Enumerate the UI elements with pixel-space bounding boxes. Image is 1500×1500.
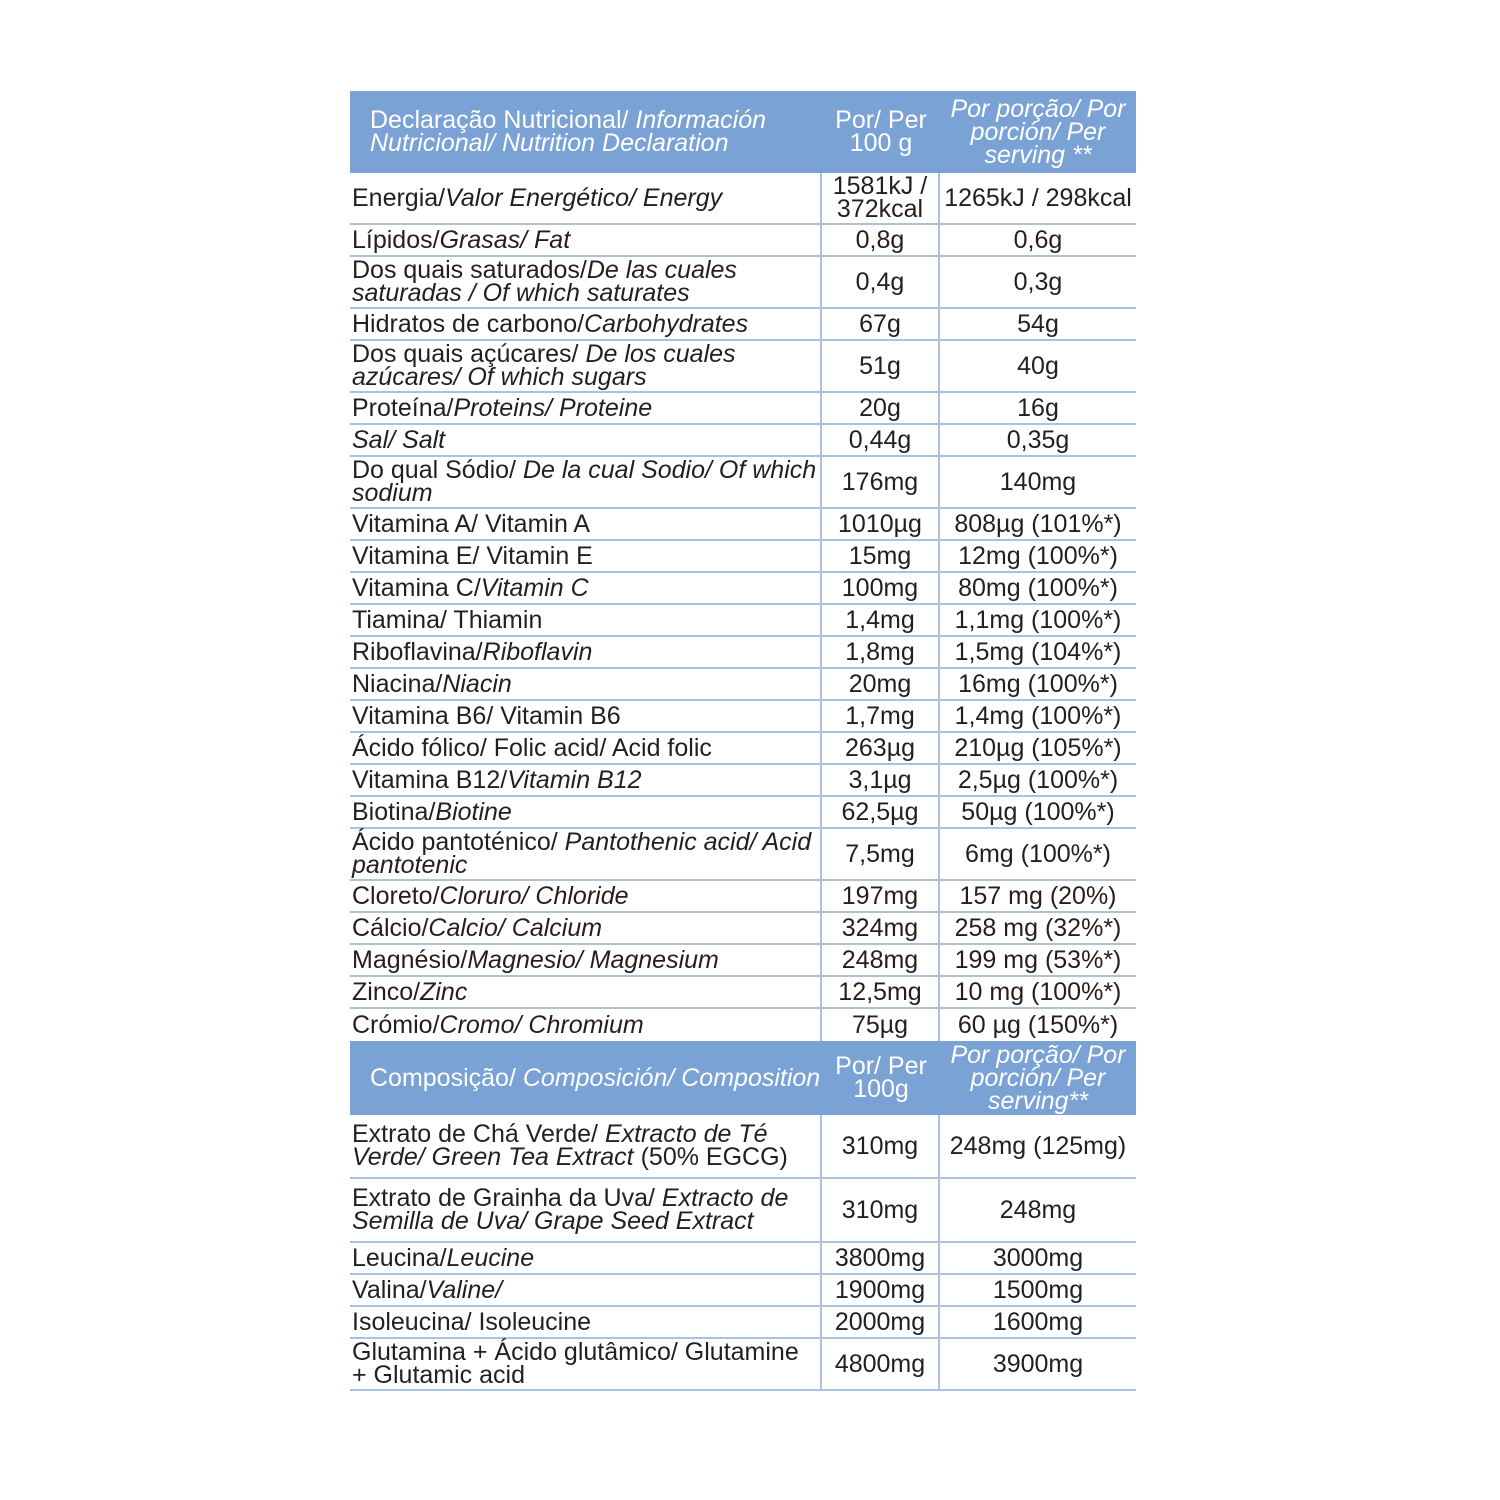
nutrient-label: Sal/ Salt [350,425,822,455]
value-per100: 15mg [822,541,940,571]
value-perserving: 258 mg (32%*) [954,913,1122,942]
nutrient-label: Vitamina E/ Vitamin E [350,541,822,571]
value-per100: 310mg [822,1115,940,1177]
value-perserving: 248mg [999,1195,1077,1224]
nutrient-label: Vitamina A/ Vitamin A [350,509,822,539]
value-per100: 2000mg [822,1307,940,1337]
nutrient-label: Extrato de Chá Verde/ Extracto de Té Verde/ Green Tea Extract (50% EGCG) [350,1115,822,1177]
nutrient-label: Energia/ Valor Energético/ Energy [350,173,822,223]
value-perserving: 54g [1017,309,1059,338]
nutrition-row-vitamin-b12 [350,765,1136,797]
nutrition-header-title: Declaração Nutricional/ Información Nutricional/ Nutrition Declaration [370,106,767,157]
composition-row-valine [350,1275,1136,1307]
value-perserving: 1,1mg (100%*) [954,605,1122,634]
value-perserving: 40g [1017,351,1059,380]
value-perserving: 0,3g [1013,267,1063,296]
nutrition-row-magnesium [350,945,1136,977]
value-per100: 3800mg [822,1243,940,1273]
nutrition-row-energy [350,173,1136,225]
nutrient-label: Crómio/ Cromo/ Chromium [350,1009,822,1041]
value-per100: 62,5µg [822,797,940,827]
nutrition-row-sugars [350,341,1136,393]
nutrition-row-vitamin-c [350,573,1136,605]
value-perserving: 210µg (105%*) [954,733,1122,762]
value-per100: 324mg [822,913,940,943]
value-perserving: 16mg (100%*) [958,669,1118,698]
value-perserving: 157 mg (20%) [959,881,1117,910]
nutrient-label: Niacina/ Niacin [350,669,822,699]
value-perserving: 140mg [999,467,1077,496]
nutrition-row-riboflavin [350,637,1136,669]
composition-row-leucine [350,1243,1136,1275]
nutrient-label: Magnésio/ Magnesio/ Magnesium [350,945,822,975]
nutrient-label: Dos quais açúcares/ De los cuales azúcares/ Of which sugars [350,341,822,391]
nutrition-row-salt [350,425,1136,457]
value-perserving: 3900mg [992,1349,1084,1378]
nutrition-header-per100: Por/ Per 100 g [835,106,927,157]
value-per100: 7,5mg [822,829,940,879]
value-perserving: 1,4mg (100%*) [954,701,1122,730]
composition-row-green-tea [350,1115,1136,1179]
nutrient-label: Extrato de Grainha da Uva/ Extracto de Semilla de Uva/ Grape Seed Extract [350,1179,822,1241]
value-perserving: 0,35g [1006,425,1070,454]
nutrition-row-pantothenic-acid [350,829,1136,881]
nutrient-label: Isoleucina/ Isoleucine [350,1307,822,1337]
nutrition-row-folic-acid [350,733,1136,765]
value-per100: 197mg [822,881,940,911]
nutrition-row-sodium [350,457,1136,509]
nutrition-row-carbohydrates [350,309,1136,341]
nutrition-row-chloride [350,881,1136,913]
value-perserving: 199 mg (53%*) [954,945,1122,974]
nutrition-row-saturates [350,257,1136,309]
nutrient-label: Riboflavina/ Riboflavin [350,637,822,667]
composition-row-grape-seed [350,1179,1136,1243]
value-per100: 176mg [822,457,940,507]
value-per100: 67g [822,309,940,339]
value-per100: 4800mg [822,1339,940,1389]
value-perserving: 80mg (100%*) [958,573,1118,602]
nutrient-label: Ácido fólico/ Folic acid/ Acid folic [350,733,822,763]
nutrition-row-calcium [350,913,1136,945]
value-per100: 12,5mg [822,977,940,1007]
nutrition-row-thiamin [350,605,1136,637]
value-per100: 1,4mg [822,605,940,635]
nutrition-row-vitamin-b6 [350,701,1136,733]
composition-header-title: Composição/ Composición/ Composition [370,1063,821,1092]
value-per100: 248mg [822,945,940,975]
value-per100: 0,44g [822,425,940,455]
value-per100: 51g [822,341,940,391]
nutrient-label: Glutamina + Ácido glutâmico/ Glutamine + Glutamic acid [350,1339,822,1389]
value-perserving: 0,6g [1013,225,1063,254]
value-perserving: 1600mg [992,1307,1084,1336]
nutrient-label: Tiamina/ Thiamin [350,605,822,635]
value-perserving: 3000mg [992,1243,1084,1272]
value-per100: 1,7mg [822,701,940,731]
value-perserving: 50µg (100%*) [961,797,1115,826]
nutrition-row-vitamin-a [350,509,1136,541]
nutrition-row-fat [350,225,1136,257]
nutrient-label: Do qual Sódio/ De la cual Sodio/ Of which sodium [350,457,822,507]
nutrient-label: Vitamina C/ Vitamin C [350,573,822,603]
nutrient-label: Zinco/ Zinc [350,977,822,1007]
nutrition-row-vitamin-e [350,541,1136,573]
composition-header [350,1041,1136,1115]
value-perserving: 248mg (125mg) [949,1131,1127,1160]
value-per100: 20g [822,393,940,423]
value-per100: 263µg [822,733,940,763]
value-per100: 1010µg [822,509,940,539]
value-per100: 1900mg [822,1275,940,1305]
composition-header-per100: Por/ Per 100g [835,1052,927,1103]
nutrition-row-niacin [350,669,1136,701]
value-perserving: 2,5µg (100%*) [957,765,1119,794]
nutrition-row-biotin [350,797,1136,829]
composition-row-glutamine [350,1339,1136,1391]
nutrient-label: Hidratos de carbono/ Carbohydrates [350,309,822,339]
nutrition-label-panel [350,91,1136,1391]
nutrient-label: Ácido pantoténico/ Pantothenic acid/ Acid pantotenic [350,829,822,879]
value-perserving: 12mg (100%*) [958,541,1118,570]
value-perserving: 1265kJ / 298kcal [944,183,1132,212]
nutrient-label: Valina/ Valine/ [350,1275,822,1305]
value-per100: 310mg [822,1179,940,1241]
nutrition-header-perserving: Por porção/ Por porción/ Per serving ** [950,94,1126,169]
nutrition-header [350,91,1136,173]
nutrient-label: Vitamina B12/ Vitamin B12 [350,765,822,795]
nutrient-label: Cloreto/ Cloruro/ Chloride [350,881,822,911]
value-per100: 75µg [822,1009,940,1041]
nutrient-label: Vitamina B6/ Vitamin B6 [350,701,822,731]
value-per100: 20mg [822,669,940,699]
value-perserving: 1,5mg (104%*) [954,637,1122,666]
nutrient-label: Proteína/ Proteins/ Proteine [350,393,822,423]
nutrition-row-zinc [350,977,1136,1009]
nutrition-row-protein [350,393,1136,425]
composition-row-isoleucine [350,1307,1136,1339]
nutrient-label: Dos quais saturados/De las cuales saturadas / Of which saturates [350,257,822,307]
value-perserving: 10 mg (100%*) [954,977,1122,1006]
composition-header-perserving: Por porção/ Por porción/ Per serving** [950,1040,1126,1115]
value-per100: 3,1µg [822,765,940,795]
value-perserving: 60 µg (150%*) [957,1010,1119,1039]
nutrition-row-chromium [350,1009,1136,1041]
value-per100: 1581kJ / 372kcal [822,173,940,223]
value-perserving: 16g [1017,393,1059,422]
value-per100: 100mg [822,573,940,603]
nutrient-label: Cálcio/ Calcio/ Calcium [350,913,822,943]
nutrient-label: Leucina/ Leucine [350,1243,822,1273]
nutrient-label: Lípidos/ Grasas/ Fat [350,225,822,255]
value-perserving: 1500mg [992,1275,1084,1304]
value-perserving: 808µg (101%*) [954,509,1122,538]
value-per100: 0,8g [822,225,940,255]
value-per100: 1,8mg [822,637,940,667]
nutrient-label: Biotina/ Biotine [350,797,822,827]
value-perserving: 6mg (100%*) [965,839,1111,868]
value-per100: 0,4g [822,257,940,307]
